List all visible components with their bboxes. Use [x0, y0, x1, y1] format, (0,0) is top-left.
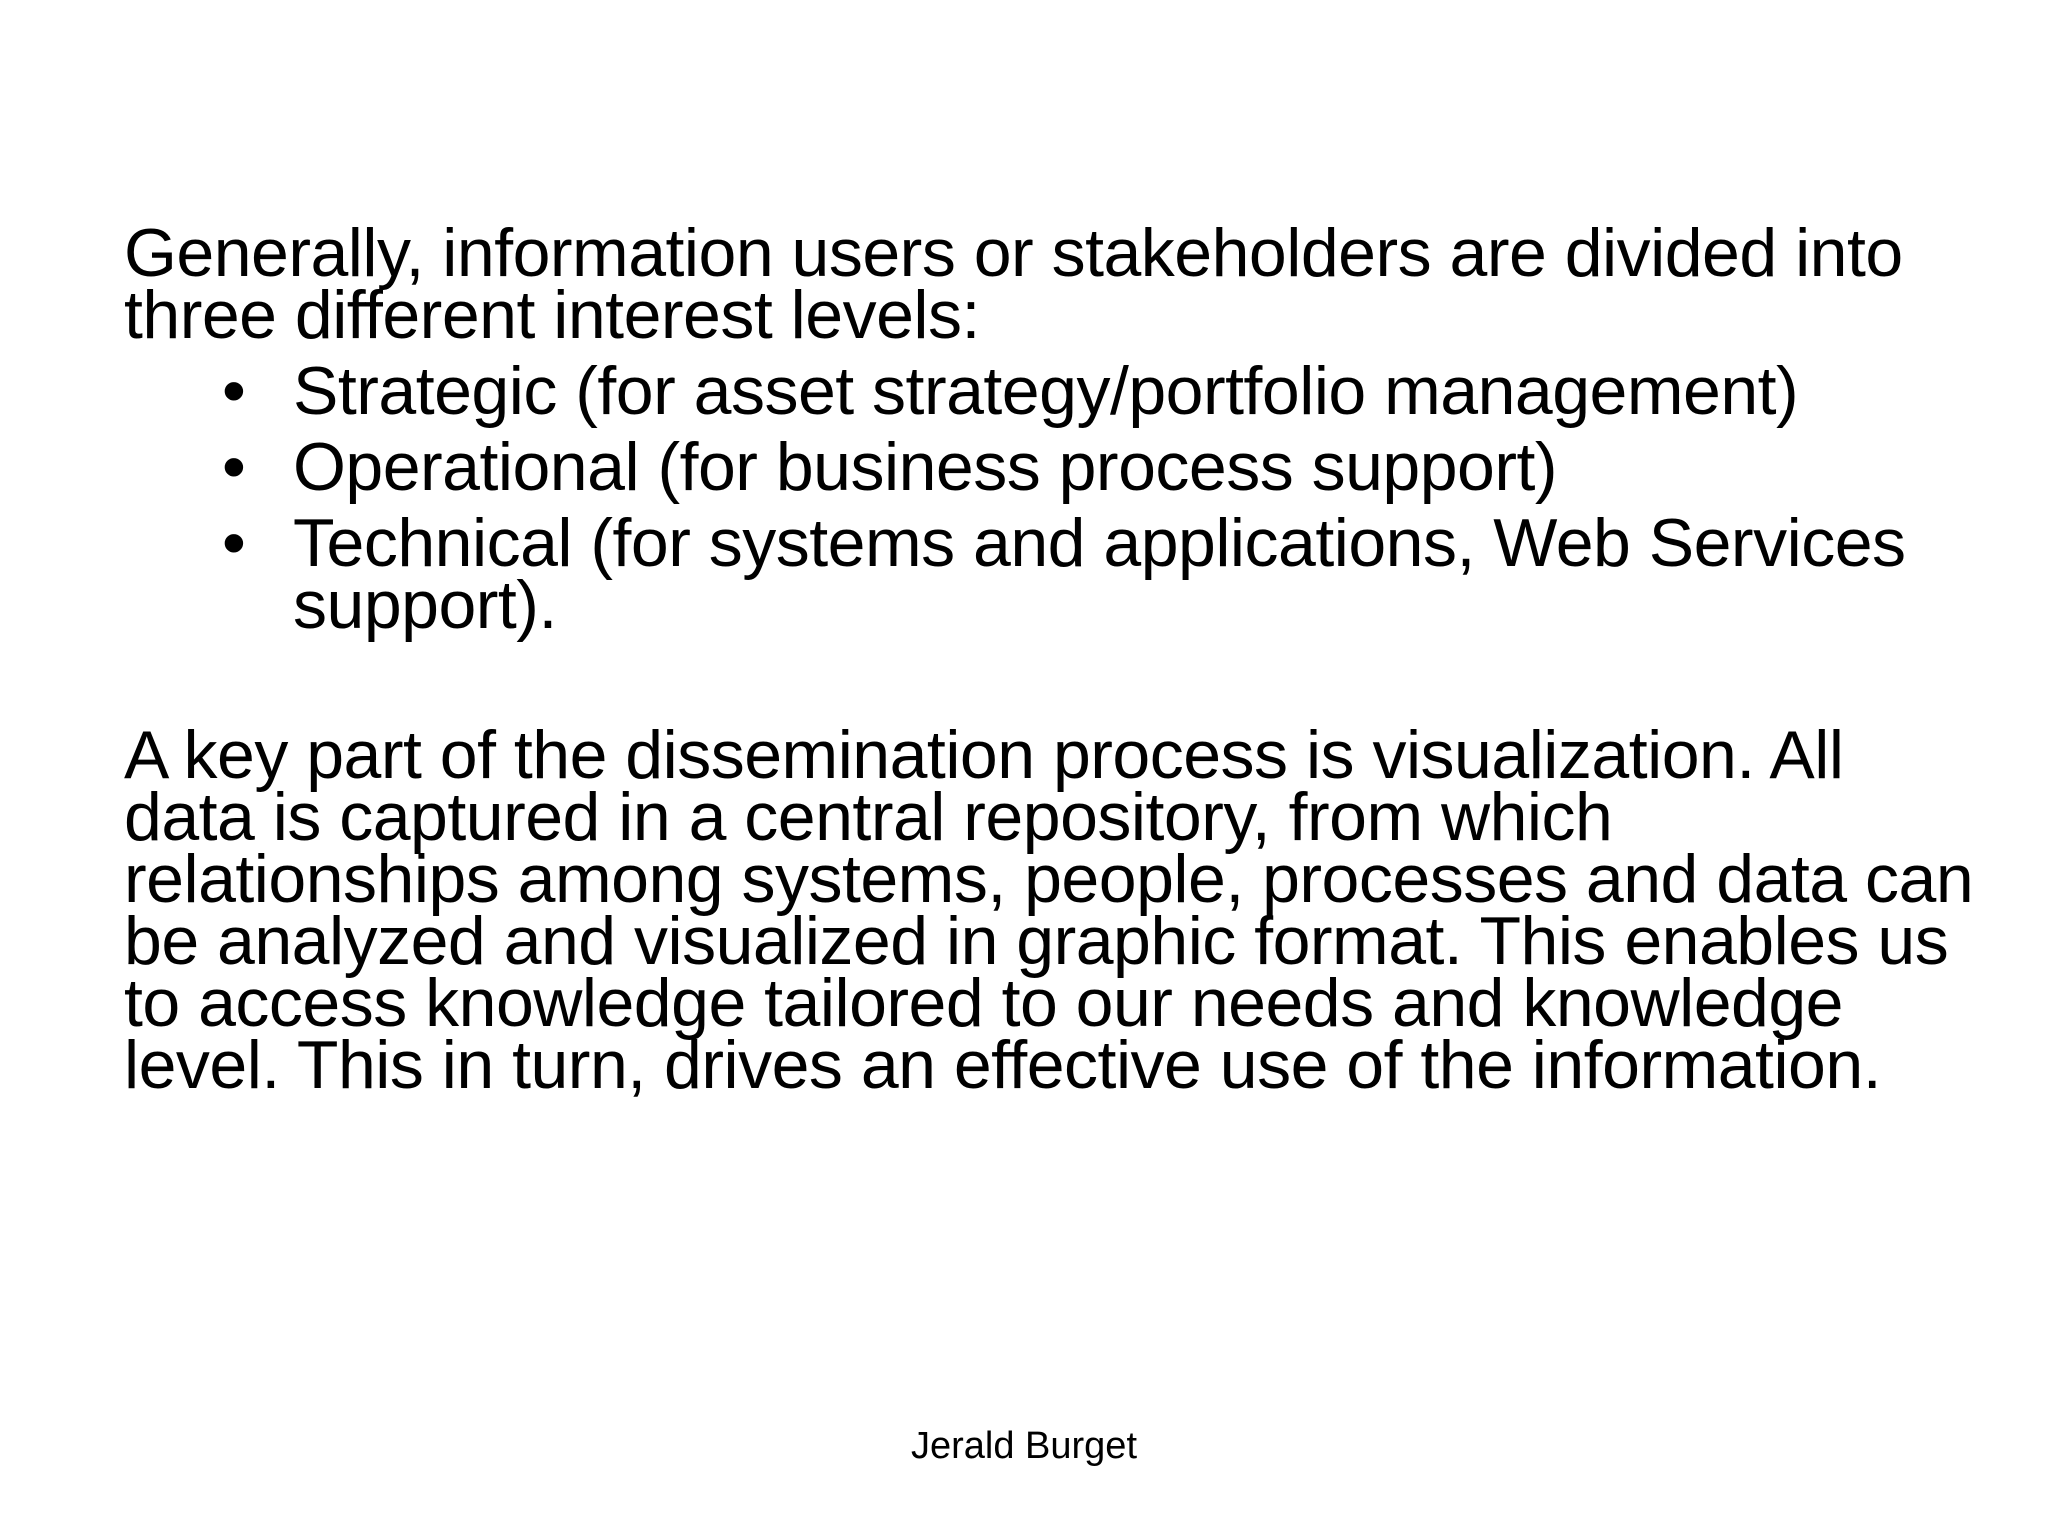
bullet-icon: • [222, 429, 246, 505]
list-item-operational [124, 429, 1984, 505]
bullet-icon: • [222, 505, 246, 581]
intro-paragraph: Generally, information users or stakeholders are divided into three different interest levels: [124, 215, 1903, 353]
list-item-text: Operational (for business process support) [293, 429, 1558, 505]
body-paragraph: A key part of the dissemination process is visualization. All data is captured in a central repository, from which relationships among systems, people, processes and data can be analyzed and visualized in graphic format. This enables us to access knowledge tailored to our needs and knowledge level. This in turn, drives an effective use of the information. [124, 717, 1974, 1103]
bullet-icon: • [222, 353, 246, 429]
list-item-text: Strategic (for asset strategy/portfolio management) [293, 353, 1799, 429]
slide-content [124, 215, 1984, 1103]
footer-author: Jerald Burget [910, 1425, 1137, 1467]
list-item-text: Technical (for systems and applications, Web Services support). [293, 505, 1906, 643]
list-item-strategic [124, 353, 1984, 429]
interest-levels-list [124, 353, 1984, 643]
list-item-technical [124, 505, 1984, 643]
